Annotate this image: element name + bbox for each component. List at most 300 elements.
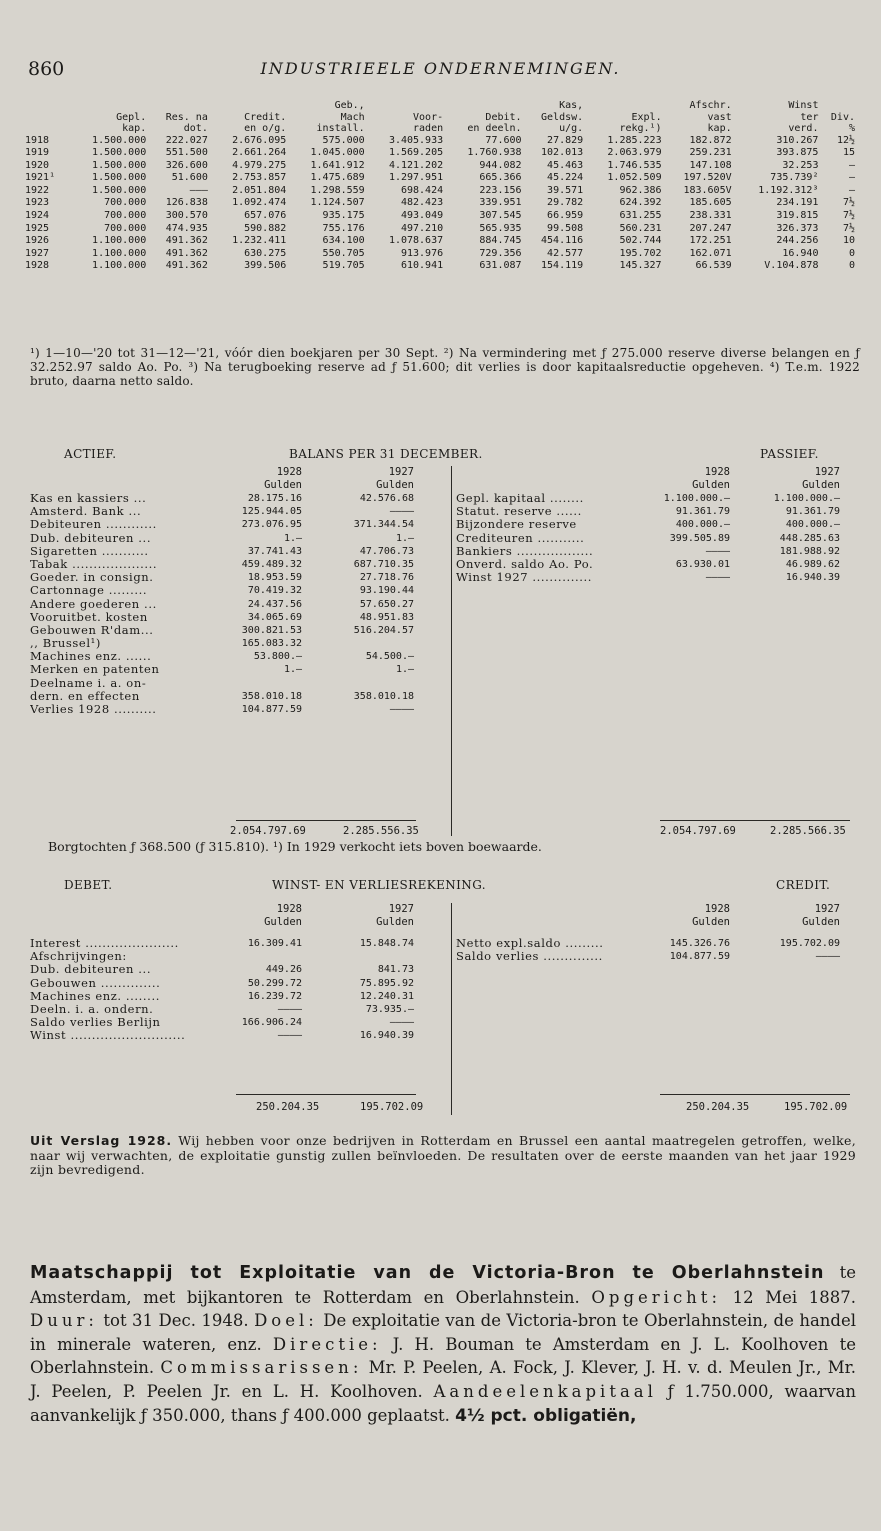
value-commissarissen: Mr. P. Peelen, A. Fock, J. Klever, J. H. v. d. Meulen Jr., Mr. J. Peelen, P. Peelen Jr. en L. H. Koolhoven.: [30, 1358, 856, 1401]
ledger-amount-1927: 516.204.57: [353, 624, 414, 636]
pnl-debit: [30, 937, 414, 1043]
ledger-row: [30, 518, 414, 531]
balance-left-head: ACTIEF.: [64, 447, 117, 461]
stats-header-cell: Voor-: [413, 111, 444, 123]
pnl-col-1927: 1927 Gulden: [376, 903, 414, 928]
ledger-row: [30, 1016, 414, 1029]
stats-header-cell: en deeln.: [467, 123, 522, 134]
label-directie: Directie:: [272, 1334, 382, 1354]
ledger-amount-1927: 42.576.68: [359, 493, 414, 504]
stats-value-cell: 700.000: [104, 210, 147, 222]
stats-value-cell: 454.116: [541, 235, 584, 247]
label-duur: Duur:: [30, 1311, 98, 1331]
stats-value-cell: 1.746.535: [607, 159, 662, 171]
ledger-amount-1927: 1.100.000.—: [773, 493, 840, 504]
balance-divider: [451, 466, 452, 836]
stats-value-cell: 610.941: [400, 260, 444, 272]
stats-value-cell: 319.815: [776, 210, 819, 222]
ledger-amount-1927: [302, 950, 414, 963]
ledger-label: Onverd. saldo Ao. Po.: [456, 557, 594, 571]
stats-value-cell: 326.600: [165, 159, 208, 171]
stats-value-cell: 259.231: [689, 147, 732, 159]
stats-value-cell: 27.829: [547, 134, 584, 146]
stats-value-cell: 29.782: [547, 197, 584, 209]
stats-value-cell: 195.702: [619, 247, 662, 259]
statistics-table: [24, 100, 856, 273]
ledger-label: Netto expl.saldo .........: [456, 937, 604, 950]
stats-value-cell: 590.882: [244, 222, 287, 234]
stats-value-cell: 1.192.312³: [758, 184, 819, 196]
stats-value-cell: 1.100.000: [92, 260, 147, 272]
balance-total-r-1927: 2.285.566.35: [770, 825, 846, 837]
stats-value-cell: 66.959: [547, 210, 584, 222]
ledger-amount-1928: [236, 677, 302, 690]
ledger-amount-1928: 104.877.59: [669, 951, 730, 963]
ledger-amount-1927: ————: [389, 704, 414, 715]
value-directie: J. H. Bouman te Amsterdam en J. L. Koolhoven te Oberlahnstein.: [30, 1334, 856, 1378]
stats-header-cell: Winst: [788, 100, 819, 111]
stats-row: [24, 260, 856, 273]
ledger-amount-1927: 93.190.44: [359, 585, 414, 597]
stats-header-cell: [69, 100, 147, 112]
ledger-label: Bijzondere reserve: [456, 518, 577, 532]
stats-year-cell: 1918: [25, 134, 50, 146]
stats-value-cell: V.104.878: [764, 260, 819, 272]
stats-header-cell: Kas,: [559, 100, 584, 111]
ledger-amount-1928: 50.299.72: [247, 977, 302, 989]
ledger-amount-1927: [302, 637, 414, 650]
ledger-label: Vooruitbet. kosten: [30, 610, 148, 624]
ledger-row: [30, 558, 414, 571]
pnl-credit: [456, 937, 840, 963]
ledger-amount-1927: ————: [389, 1017, 414, 1029]
stats-value-cell: —: [848, 184, 855, 196]
ledger-amount-1928: 91.361.79: [675, 506, 730, 518]
stats-value-cell: 222.027: [165, 134, 208, 146]
ledger-label: Verlies 1928 ..........: [30, 703, 157, 716]
stats-value-cell: 474.935: [165, 222, 208, 234]
value-aandeelenkapitaal: ƒ 1.750.000, waarvan aanvankelijk ƒ 350.000, thans ƒ 400.000 geplaatst.: [30, 1381, 856, 1425]
stats-value-cell: 913.976: [400, 247, 444, 259]
stats-value-cell: 665.366: [479, 172, 522, 184]
ledger-amount-1928: 37.741.43: [247, 545, 302, 557]
ledger-label: Bankiers ..................: [456, 544, 594, 558]
ledger-amount-1927: 448.285.63: [779, 532, 840, 544]
stats-value-cell: 935.175: [322, 210, 365, 222]
stats-value-cell: 1.500.000: [92, 184, 147, 196]
ledger-row: [30, 532, 414, 545]
stats-value-cell: 45.463: [547, 159, 584, 171]
ledger-amount-1928: 145.326.76: [669, 938, 730, 949]
stats-header-cell: u/g.: [559, 123, 584, 134]
stats-value-cell: ———: [189, 184, 208, 196]
stats-header-cell: ter: [800, 111, 819, 123]
ledger-amount-1928: 358.010.18: [241, 690, 302, 702]
stats-value-cell: 1.124.507: [310, 197, 365, 209]
stats-value-cell: 32.253: [782, 159, 819, 171]
ledger-row: [30, 637, 414, 650]
stats-value-cell: 238.331: [689, 210, 732, 222]
statistics-footnotes: ¹) 1—10—'20 tot 31—12—'21, vóór dien boekjaren per 30 Sept. ²) Na vermindering met ƒ 275.000 reserve diverse belangen en ƒ 32.252.97 saldo Ao. Po. ³) Na terugboeking reserve ad ƒ 51.600; dit verlies is door kapitaalsreductie opgeheven. ⁴) T.e.m. 1922 bruto, daarna netto saldo.: [30, 346, 860, 388]
stats-value-cell: 729.356: [479, 247, 522, 259]
ledger-amount-1927: 15.848.74: [359, 938, 414, 949]
stats-value-cell: 7½: [842, 222, 855, 234]
ledger-amount-1928: 28.175.16: [247, 493, 302, 504]
stats-header-row: [24, 100, 856, 112]
stats-value-cell: 51.600: [171, 172, 208, 184]
ledger-amount-1928: 125.944.05: [241, 506, 302, 518]
stats-header-cell: Debit.: [485, 111, 522, 123]
stats-header-cell: [366, 100, 444, 112]
obligations-heading: 4½ pct. obligatiën,: [455, 1405, 637, 1426]
ledger-amount-1927: 57.650.27: [359, 598, 414, 610]
stats-value-cell: 7½: [842, 197, 855, 209]
stats-year-cell: 1920: [25, 159, 50, 171]
balance-total-rule: [236, 820, 416, 821]
label-commissarissen: Commissarissen:: [160, 1358, 363, 1378]
stats-value-cell: 0: [848, 260, 855, 272]
balance-col-1927: 1927 Gulden: [376, 466, 414, 491]
stats-value-cell: 698.424: [400, 184, 444, 196]
stats-value-cell: 944.082: [479, 159, 522, 171]
stats-header-cell: Expl.: [631, 111, 662, 123]
stats-header-cell: [24, 100, 69, 112]
balance-total-1928: 2.054.797.69: [230, 825, 306, 837]
ledger-amount-1928: 18.953.59: [247, 572, 302, 584]
stats-row: [24, 235, 856, 248]
ledger-row: [30, 950, 414, 963]
stats-value-cell: 1.285.223: [607, 134, 662, 146]
ledger-amount-1928: 300.821.53: [241, 624, 302, 636]
stats-value-cell: 182.872: [689, 134, 732, 146]
stats-value-cell: 700.000: [104, 197, 147, 209]
stats-value-cell: 491.362: [165, 260, 208, 272]
stats-header-cell: kap.: [707, 123, 732, 134]
pnl-divider: [451, 903, 452, 1115]
ledger-row: [30, 690, 414, 703]
stats-value-cell: 126.838: [165, 197, 208, 209]
stats-year-cell: 1928: [25, 260, 50, 272]
stats-header-cell: Div.: [830, 111, 855, 123]
balance-title: BALANS PER 31 DECEMBER.: [289, 447, 483, 461]
stats-value-cell: 162.071: [689, 247, 732, 259]
balance-col-r-1928: 1928 Gulden: [692, 466, 730, 491]
ledger-label: Afschrijvingen:: [30, 950, 127, 964]
stats-row: [24, 172, 856, 185]
stats-value-cell: 393.875: [776, 147, 819, 159]
stats-year-cell: 1923: [25, 197, 50, 209]
stats-value-cell: 497.210: [400, 222, 444, 234]
ledger-amount-1927: 54.500.—: [365, 651, 414, 663]
stats-value-cell: 560.231: [619, 222, 662, 234]
ledger-label: Interest ......................: [30, 937, 179, 950]
ledger-label: Dub. debiteuren ...: [30, 531, 152, 545]
stats-value-cell: —: [848, 159, 855, 171]
ledger-amount-1927: 91.361.79: [785, 506, 840, 518]
stats-value-cell: 1.500.000: [92, 172, 147, 184]
ledger-amount-1928: ————: [705, 545, 730, 557]
ledger-row: [30, 937, 414, 950]
stats-value-cell: 2.676.095: [232, 134, 287, 146]
ledger-amount-1927: 46.989.62: [785, 558, 840, 570]
stats-value-cell: 77.600: [485, 134, 522, 146]
ledger-row: [30, 977, 414, 990]
ledger-amount-1928: ————: [705, 572, 730, 584]
stats-value-cell: 2.661.264: [232, 147, 287, 159]
stats-value-cell: 624.392: [619, 197, 662, 209]
stats-header-cell: [444, 100, 522, 112]
stats-header-cell: [209, 100, 287, 112]
stats-header-cell: en o/g.: [244, 123, 287, 134]
stats-value-cell: 45.224: [547, 172, 584, 184]
ledger-amount-1927: 12.240.31: [359, 990, 414, 1002]
stats-header-cell: [24, 112, 69, 124]
stats-value-cell: 491.362: [165, 247, 208, 259]
stats-value-cell: 300.570: [165, 210, 208, 222]
stats-value-cell: 2.063.979: [607, 147, 662, 159]
ledger-amount-1928: 166.906.24: [241, 1017, 302, 1029]
ledger-row: [30, 505, 414, 518]
stats-value-cell: 1.641.912: [310, 159, 365, 171]
stats-value-cell: 234.191: [776, 197, 819, 209]
stats-value-cell: 1.475.689: [310, 172, 365, 184]
stats-value-cell: 565.935: [479, 222, 522, 234]
stats-header-cell: [147, 100, 209, 112]
annual-report-excerpt: [30, 1134, 856, 1178]
stats-value-cell: 1.500.000: [92, 159, 147, 171]
ledger-amount-1928: 1.—: [283, 532, 302, 544]
stats-year-cell: 1927: [25, 247, 50, 259]
ledger-row: [30, 703, 414, 716]
ledger-amount-1928: ————: [277, 1003, 302, 1015]
pnl-col-r-1927: 1927 Gulden: [802, 903, 840, 928]
ledger-label: Amsterd. Bank ...: [30, 505, 142, 519]
stats-value-cell: 42.577: [547, 247, 584, 259]
balance-total-rule-right: [660, 820, 850, 821]
stats-value-cell: 519.705: [322, 260, 365, 272]
stats-value-cell: 10: [842, 235, 855, 247]
stats-value-cell: 491.362: [165, 235, 208, 247]
ledger-row: [456, 505, 840, 518]
ledger-amount-1928: ————: [277, 1030, 302, 1042]
ledger-row: [456, 532, 840, 545]
label-doel: Doel:: [254, 1311, 318, 1331]
ledger-amount-1928: 24.437.56: [247, 598, 302, 610]
stats-row: [24, 147, 856, 160]
ledger-row: [30, 611, 414, 624]
stats-header-cell: Mach: [340, 111, 365, 123]
ledger-label: dern. en effecten: [30, 689, 140, 703]
ledger-amount-1928: 53.800.—: [253, 651, 302, 663]
stats-value-cell: 631.255: [619, 210, 662, 222]
ledger-row: [30, 624, 414, 637]
value-duur: tot 31 Dec. 1948.: [103, 1311, 249, 1331]
stats-header-cell: Res. na: [165, 111, 208, 123]
stats-value-cell: 99.508: [547, 222, 584, 234]
ledger-amount-1927: 16.940.39: [359, 1030, 414, 1042]
ledger-amount-1928: 399.505.89: [669, 532, 730, 544]
stats-header-cell: Geldsw.: [541, 111, 584, 123]
ledger-amount-1928: 16.239.72: [247, 990, 302, 1002]
stats-value-cell: 307.545: [479, 210, 522, 222]
company-entry: [30, 1261, 856, 1428]
stats-header-cell: %: [848, 123, 855, 134]
company-name: Maatschappij tot Exploitatie van de Victoria-Bron te Oberlahnstein: [30, 1263, 825, 1283]
report-label: Uit Verslag 1928.: [30, 1133, 173, 1148]
stats-row: [24, 185, 856, 198]
ledger-label: Saldo verlies Berlijn: [30, 1016, 161, 1030]
ledger-label: Goeder. in consign.: [30, 571, 154, 585]
ledger-amount-1927: 181.988.92: [779, 545, 840, 557]
ledger-row: [456, 937, 840, 950]
stats-value-cell: 2.051.804: [232, 184, 287, 196]
value-doel: De exploitatie van de Victoria-bron te Oberlahnstein, de handel in minerale wateren, enz.: [30, 1311, 857, 1354]
ledger-label: Statut. reserve ......: [456, 505, 582, 519]
ledger-label: Kas en kassiers ...: [30, 492, 147, 505]
stats-row: [24, 197, 856, 210]
ledger-label: Machines enz. ........: [30, 989, 160, 1003]
stats-value-cell: 1.500.000: [92, 134, 147, 146]
ledger-amount-1928: 400.000.—: [675, 519, 730, 531]
ledger-label: ,, Brussel¹): [30, 637, 101, 651]
stats-value-cell: —: [848, 172, 855, 184]
stats-header-cell: [24, 123, 69, 135]
stats-value-cell: 0: [848, 247, 855, 259]
stats-year-cell: 1925: [25, 222, 50, 234]
report-text: Wij hebben voor onze bedrijven in Rotterdam en Brussel een aantal maatregelen getroffen, welke, naar wij verwachten, de exploitatie gunstig zullen beïnvloeden. De resultaten over de eerste maanden van het jaar 1929 zijn bevredigend.: [30, 1133, 856, 1177]
stats-value-cell: 183.605V: [683, 184, 732, 196]
stats-value-cell: 66.539: [695, 260, 732, 272]
stats-value-cell: 884.745: [479, 235, 522, 247]
ledger-amount-1927: 16.940.39: [785, 572, 840, 584]
stats-value-cell: 493.049: [400, 210, 444, 222]
label-aandeelenkapitaal: Aandeelenkapitaal: [433, 1381, 657, 1401]
stats-value-cell: 15: [842, 147, 855, 159]
company-location: te Amsterdam, met bijkantoren te Rotterdam en Oberlahnstein.: [30, 1263, 857, 1307]
ledger-label: Gebouwen ..............: [30, 976, 161, 990]
stats-value-cell: 2.753.857: [232, 172, 287, 184]
ledger-row: [456, 492, 840, 505]
ledger-amount-1927: 371.344.54: [353, 519, 414, 531]
balance-assets: [30, 492, 414, 716]
page-header: [28, 58, 853, 82]
ledger-amount-1927: 358.010.18: [353, 690, 414, 702]
stats-value-cell: 12½: [836, 134, 855, 146]
ledger-label: Cartonnage .........: [30, 584, 148, 598]
ledger-label: Deelname i. a. on-: [30, 676, 147, 690]
stats-value-cell: 630.275: [244, 247, 287, 259]
ledger-amount-1927: 27.718.76: [359, 572, 414, 584]
stats-value-cell: 1.100.000: [92, 247, 147, 259]
balance-total-1927: 2.285.556.35: [343, 825, 419, 837]
stats-value-cell: 223.156: [479, 184, 522, 196]
ledger-label: Crediteuren ...........: [456, 531, 585, 545]
stats-header-row: [24, 123, 856, 135]
stats-value-cell: 755.176: [322, 222, 365, 234]
balance-col-1928: 1928 Gulden: [264, 466, 302, 491]
stats-header-cell: dot.: [183, 123, 208, 134]
ledger-label: Debiteuren ............: [30, 518, 157, 532]
stats-value-cell: 172.251: [689, 235, 732, 247]
stats-value-cell: 575.000: [322, 134, 365, 146]
ledger-label: Gebouwen R'dam...: [30, 623, 154, 637]
stats-header-cell: Credit.: [244, 111, 287, 123]
stats-header-row: [24, 112, 856, 124]
ledger-label: Merken en patenten: [30, 663, 160, 677]
ledger-amount-1928: [236, 950, 302, 963]
pnl-total-r-1927: 195.702.09: [784, 1101, 848, 1113]
stats-value-cell: 7½: [842, 210, 855, 222]
stats-header-cell: Gepl.: [116, 111, 147, 123]
pnl-title: WINST- EN VERLIESREKENING.: [272, 878, 486, 892]
ledger-row: [30, 492, 414, 505]
stats-header-cell: install.: [316, 123, 365, 134]
stats-value-cell: 197.520V: [683, 172, 732, 184]
ledger-row: [30, 1003, 414, 1016]
ledger-row: [456, 545, 840, 558]
ledger-amount-1928: 459.489.32: [241, 558, 302, 570]
stats-value-cell: 1.100.000: [92, 235, 147, 247]
ledger-label: Machines enz. ......: [30, 650, 152, 664]
stats-value-cell: 700.000: [104, 222, 147, 234]
ledger-amount-1927: 1.—: [395, 664, 414, 676]
stats-year-cell: 1926: [25, 235, 50, 247]
stats-row: [24, 160, 856, 173]
stats-value-cell: 185.605: [689, 197, 732, 209]
stats-header-cell: rekg.¹): [619, 123, 662, 134]
pnl-col-1928: 1928 Gulden: [264, 903, 302, 928]
stats-year-cell: 1919: [25, 147, 50, 159]
page-title: INDUSTRIEELE ONDERNEMINGEN.: [260, 59, 621, 78]
stats-row: [24, 210, 856, 223]
ledger-row: [30, 584, 414, 597]
stats-header-cell: Geb.,: [334, 100, 365, 111]
stats-value-cell: 551.500: [165, 147, 208, 159]
pnl-col-r-1928: 1928 Gulden: [692, 903, 730, 928]
ledger-amount-1927: 75.895.92: [359, 977, 414, 989]
ledger-amount-1927: 73.935.—: [365, 1003, 414, 1015]
value-opgericht: 12 Mei 1887.: [732, 1287, 856, 1307]
ledger-amount-1927: 47.706.73: [359, 545, 414, 557]
ledger-row: [30, 598, 414, 611]
stats-value-cell: 244.256: [776, 235, 819, 247]
stats-value-cell: 1.052.509: [607, 172, 662, 184]
stats-value-cell: 145.327: [619, 260, 662, 272]
ledger-row: [30, 650, 414, 663]
ledger-label: Winst ...........................: [30, 1029, 186, 1043]
ledger-row: [30, 677, 414, 690]
pnl-total-rule-right: [660, 1094, 850, 1095]
stats-value-cell: 1.760.938: [467, 147, 522, 159]
stats-value-cell: 16.940: [782, 247, 819, 259]
stats-header-cell: [819, 100, 856, 112]
ledger-label: Andere goederen ...: [30, 597, 157, 611]
stats-value-cell: 39.571: [547, 184, 584, 196]
ledger-amount-1928: 273.076.95: [241, 519, 302, 531]
ledger-amount-1928: 63.930.01: [675, 558, 730, 570]
stats-value-cell: 1.092.474: [232, 197, 287, 209]
stats-value-cell: 147.108: [689, 159, 732, 171]
ledger-amount-1927: ————: [389, 506, 414, 518]
stats-row: [24, 223, 856, 236]
ledger-label: Deeln. i. a. ondern.: [30, 1002, 154, 1016]
stats-value-cell: 4.121.202: [388, 159, 444, 171]
label-opgericht: Opgericht:: [591, 1287, 721, 1307]
stats-value-cell: 1.078.637: [388, 235, 444, 247]
ledger-amount-1928: 70.419.32: [247, 585, 302, 597]
stats-header-cell: kap.: [122, 123, 147, 134]
stats-value-cell: 154.119: [541, 260, 584, 272]
